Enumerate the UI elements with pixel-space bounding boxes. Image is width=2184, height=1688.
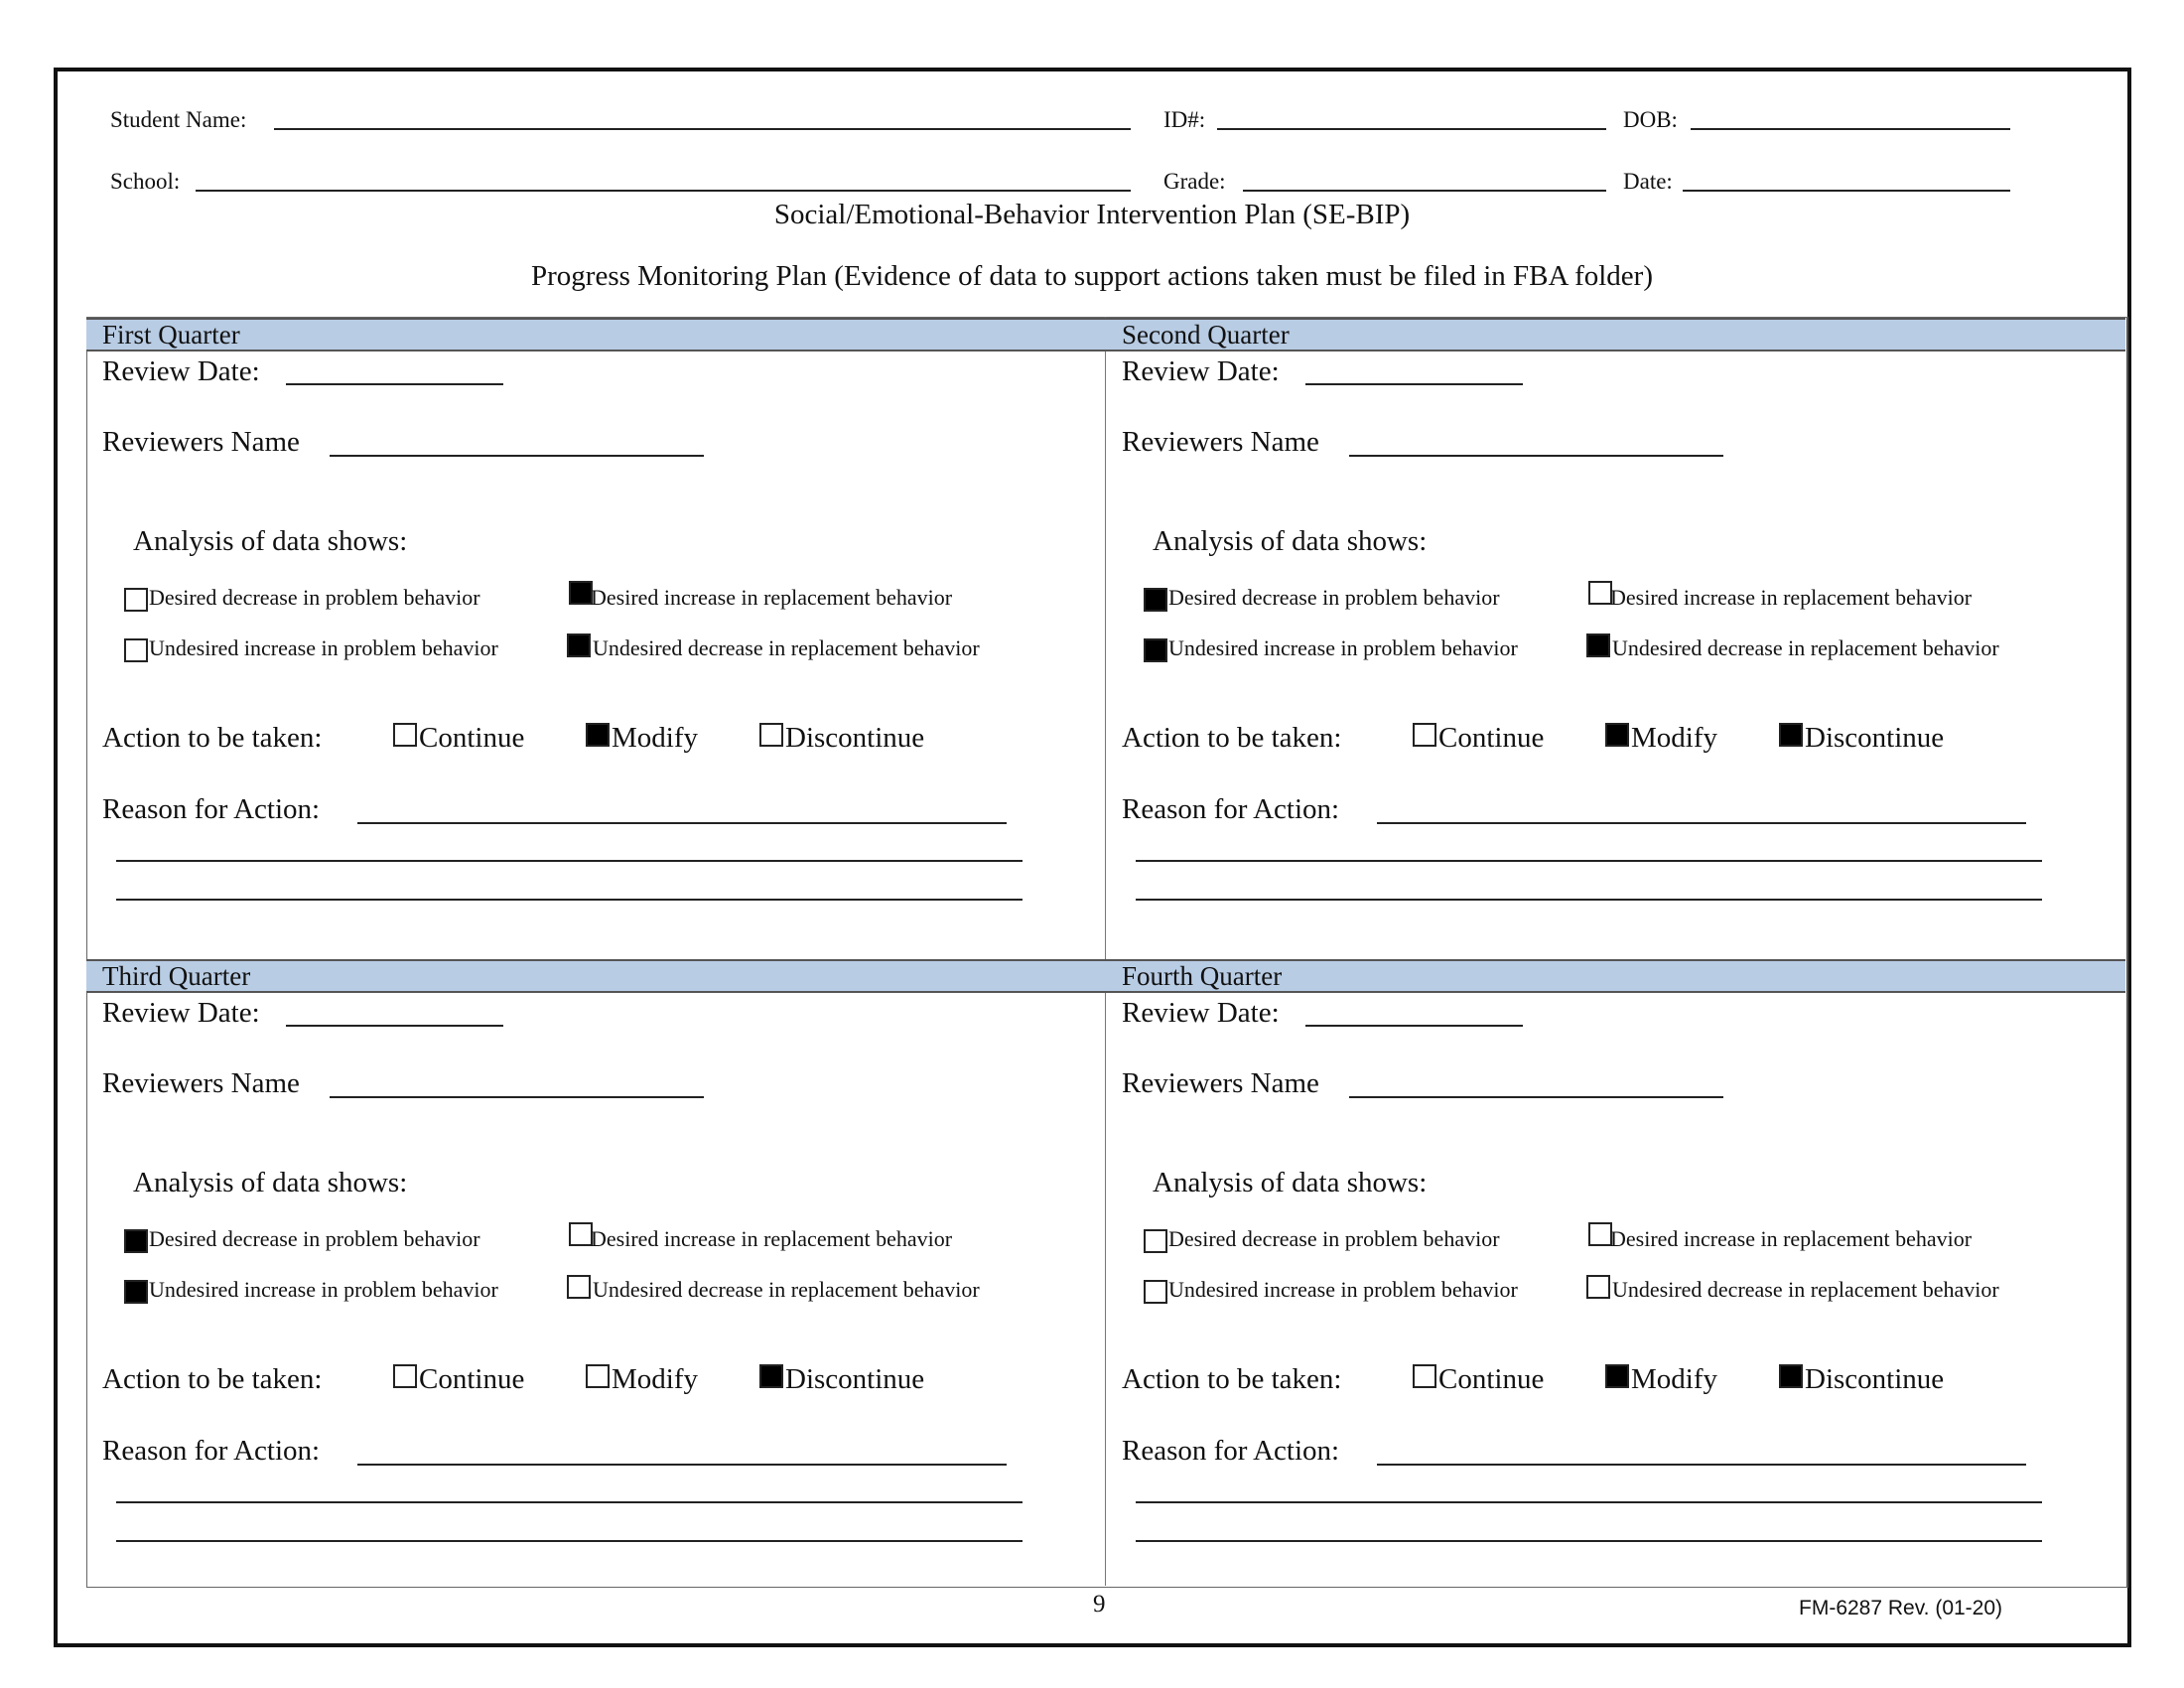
checkbox-modify[interactable]	[1605, 723, 1629, 747]
continue-label: Continue	[1438, 1363, 1545, 1395]
quarter-section-3	[86, 959, 1106, 1594]
reason-line-3[interactable]	[116, 1540, 1023, 1542]
review-date-field[interactable]	[286, 1025, 503, 1027]
continue-label: Continue	[419, 1363, 525, 1395]
checkbox-undesired-decrease[interactable]	[567, 633, 591, 657]
modify-label: Modify	[612, 722, 698, 754]
reason-line-2[interactable]	[116, 860, 1023, 862]
desired-increase-label: Desired increase in replacement behavior	[591, 585, 953, 610]
checkbox-desired-increase[interactable]	[1588, 581, 1612, 605]
checkbox-desired-decrease[interactable]	[124, 1229, 148, 1253]
reason-line-3[interactable]	[1136, 1540, 2042, 1542]
desired-increase-label: Desired increase in replacement behavior	[1610, 585, 1973, 610]
checkbox-continue[interactable]	[1413, 1364, 1436, 1388]
checkbox-undesired-decrease[interactable]	[1586, 1275, 1610, 1299]
checkbox-modify[interactable]	[1605, 1364, 1629, 1388]
reason-field[interactable]	[1377, 822, 2026, 824]
page-number: 9	[1093, 1591, 1106, 1618]
form-title: Social/Emotional-Behavior Intervention Plan (SE-BIP)	[773, 199, 1411, 230]
reason-label: Reason for Action:	[1122, 793, 1340, 825]
checkbox-desired-decrease[interactable]	[1144, 1229, 1167, 1253]
modify-label: Modify	[1631, 1363, 1717, 1395]
discontinue-label: Discontinue	[1805, 722, 1945, 754]
review-date-field[interactable]	[1305, 1025, 1523, 1027]
reviewers-name-field[interactable]	[1349, 1096, 1723, 1098]
school-label: School:	[110, 169, 181, 194]
date-label: Date:	[1623, 169, 1673, 194]
reason-line-2[interactable]	[1136, 860, 2042, 862]
reason-line-2[interactable]	[116, 1501, 1023, 1503]
action-label: Action to be taken:	[1122, 722, 1342, 754]
analysis-label: Analysis of data shows:	[133, 1167, 408, 1198]
id-label: ID#:	[1163, 107, 1206, 132]
reviewers-name-label: Reviewers Name	[1122, 1067, 1319, 1099]
analysis-label: Analysis of data shows:	[1153, 1167, 1428, 1198]
undesired-increase-label: Undesired increase in problem behavior	[1168, 635, 1518, 660]
quarter-section-1	[86, 318, 1106, 952]
checkbox-desired-decrease[interactable]	[124, 588, 148, 612]
checkbox-modify[interactable]	[586, 1364, 610, 1388]
undesired-decrease-label: Undesired decrease in replacement behavior	[593, 635, 980, 660]
quarter-section-2	[1106, 318, 2125, 952]
quarter-header: Third Quarter	[86, 959, 1106, 993]
reason-field[interactable]	[1377, 1464, 2026, 1466]
student-name-label: Student Name:	[110, 107, 247, 132]
checkbox-desired-increase[interactable]	[1588, 1222, 1612, 1246]
checkbox-undesired-increase[interactable]	[1144, 638, 1167, 662]
grade-field[interactable]	[1243, 190, 1606, 192]
quarter-header: Second Quarter	[1106, 318, 2125, 352]
checkbox-desired-increase[interactable]	[569, 1222, 593, 1246]
reviewers-name-field[interactable]	[330, 1096, 704, 1098]
checkbox-discontinue[interactable]	[1779, 723, 1803, 747]
discontinue-label: Discontinue	[785, 1363, 925, 1395]
undesired-decrease-label: Undesired decrease in replacement behavior	[1612, 635, 1999, 660]
desired-decrease-label: Desired decrease in problem behavior	[149, 1226, 480, 1251]
school-field[interactable]	[196, 190, 1131, 192]
reason-field[interactable]	[357, 1464, 1007, 1466]
reviewers-name-field[interactable]	[330, 455, 704, 457]
quarter-header: Fourth Quarter	[1106, 959, 2125, 993]
reviewers-name-label: Reviewers Name	[102, 426, 300, 458]
reason-line-3[interactable]	[1136, 899, 2042, 901]
review-date-field[interactable]	[1305, 383, 1523, 385]
desired-increase-label: Desired increase in replacement behavior	[1610, 1226, 1973, 1251]
analysis-label: Analysis of data shows:	[1153, 525, 1428, 557]
desired-increase-label: Desired increase in replacement behavior	[591, 1226, 953, 1251]
checkbox-discontinue[interactable]	[1779, 1364, 1803, 1388]
continue-label: Continue	[419, 722, 525, 754]
checkbox-undesired-increase[interactable]	[124, 1280, 148, 1304]
desired-decrease-label: Desired decrease in problem behavior	[1168, 1226, 1500, 1251]
analysis-label: Analysis of data shows:	[133, 525, 408, 557]
quarter-header: First Quarter	[86, 318, 1106, 352]
action-label: Action to be taken:	[1122, 1363, 1342, 1395]
review-date-label: Review Date:	[102, 355, 260, 387]
id-field[interactable]	[1217, 128, 1606, 130]
checkbox-undesired-increase[interactable]	[1144, 1280, 1167, 1304]
quarter-section-4	[1106, 959, 2125, 1594]
modify-label: Modify	[612, 1363, 698, 1395]
discontinue-label: Discontinue	[1805, 1363, 1945, 1395]
reason-field[interactable]	[357, 822, 1007, 824]
undesired-increase-label: Undesired increase in problem behavior	[1168, 1277, 1518, 1302]
checkbox-modify[interactable]	[586, 723, 610, 747]
reason-label: Reason for Action:	[1122, 1435, 1340, 1467]
checkbox-continue[interactable]	[393, 723, 417, 747]
form-subtitle: Progress Monitoring Plan (Evidence of data to support actions taken must be filed in FBA folder)	[531, 260, 1653, 292]
undesired-increase-label: Undesired increase in problem behavior	[149, 635, 498, 660]
checkbox-continue[interactable]	[1413, 723, 1436, 747]
checkbox-continue[interactable]	[393, 1364, 417, 1388]
reviewers-name-label: Reviewers Name	[102, 1067, 300, 1099]
reviewers-name-label: Reviewers Name	[1122, 426, 1319, 458]
student-name-field[interactable]	[274, 128, 1131, 130]
reason-line-2[interactable]	[1136, 1501, 2042, 1503]
reason-label: Reason for Action:	[102, 793, 321, 825]
checkbox-undesired-decrease[interactable]	[1586, 633, 1610, 657]
checkbox-discontinue[interactable]	[759, 1364, 783, 1388]
reason-label: Reason for Action:	[102, 1435, 321, 1467]
dob-label: DOB:	[1623, 107, 1678, 132]
form-code: FM-6287 Rev. (01-20)	[1799, 1597, 2003, 1619]
checkbox-undesired-decrease[interactable]	[567, 1275, 591, 1299]
discontinue-label: Discontinue	[785, 722, 925, 754]
continue-label: Continue	[1438, 722, 1545, 754]
undesired-decrease-label: Undesired decrease in replacement behavior	[593, 1277, 980, 1302]
reason-line-3[interactable]	[116, 899, 1023, 901]
undesired-decrease-label: Undesired decrease in replacement behavior	[1612, 1277, 1999, 1302]
action-label: Action to be taken:	[102, 722, 323, 754]
date-field[interactable]	[1683, 190, 2010, 192]
checkbox-desired-decrease[interactable]	[1144, 588, 1167, 612]
desired-decrease-label: Desired decrease in problem behavior	[149, 585, 480, 610]
checkbox-desired-increase[interactable]	[569, 581, 593, 605]
action-label: Action to be taken:	[102, 1363, 323, 1395]
checkbox-undesired-increase[interactable]	[124, 638, 148, 662]
desired-decrease-label: Desired decrease in problem behavior	[1168, 585, 1500, 610]
review-date-label: Review Date:	[102, 997, 260, 1029]
review-date-label: Review Date:	[1122, 997, 1280, 1029]
dob-field[interactable]	[1691, 128, 2010, 130]
undesired-increase-label: Undesired increase in problem behavior	[149, 1277, 498, 1302]
review-date-field[interactable]	[286, 383, 503, 385]
grade-label: Grade:	[1163, 169, 1226, 194]
reviewers-name-field[interactable]	[1349, 455, 1723, 457]
review-date-label: Review Date:	[1122, 355, 1280, 387]
modify-label: Modify	[1631, 722, 1717, 754]
checkbox-discontinue[interactable]	[759, 723, 783, 747]
